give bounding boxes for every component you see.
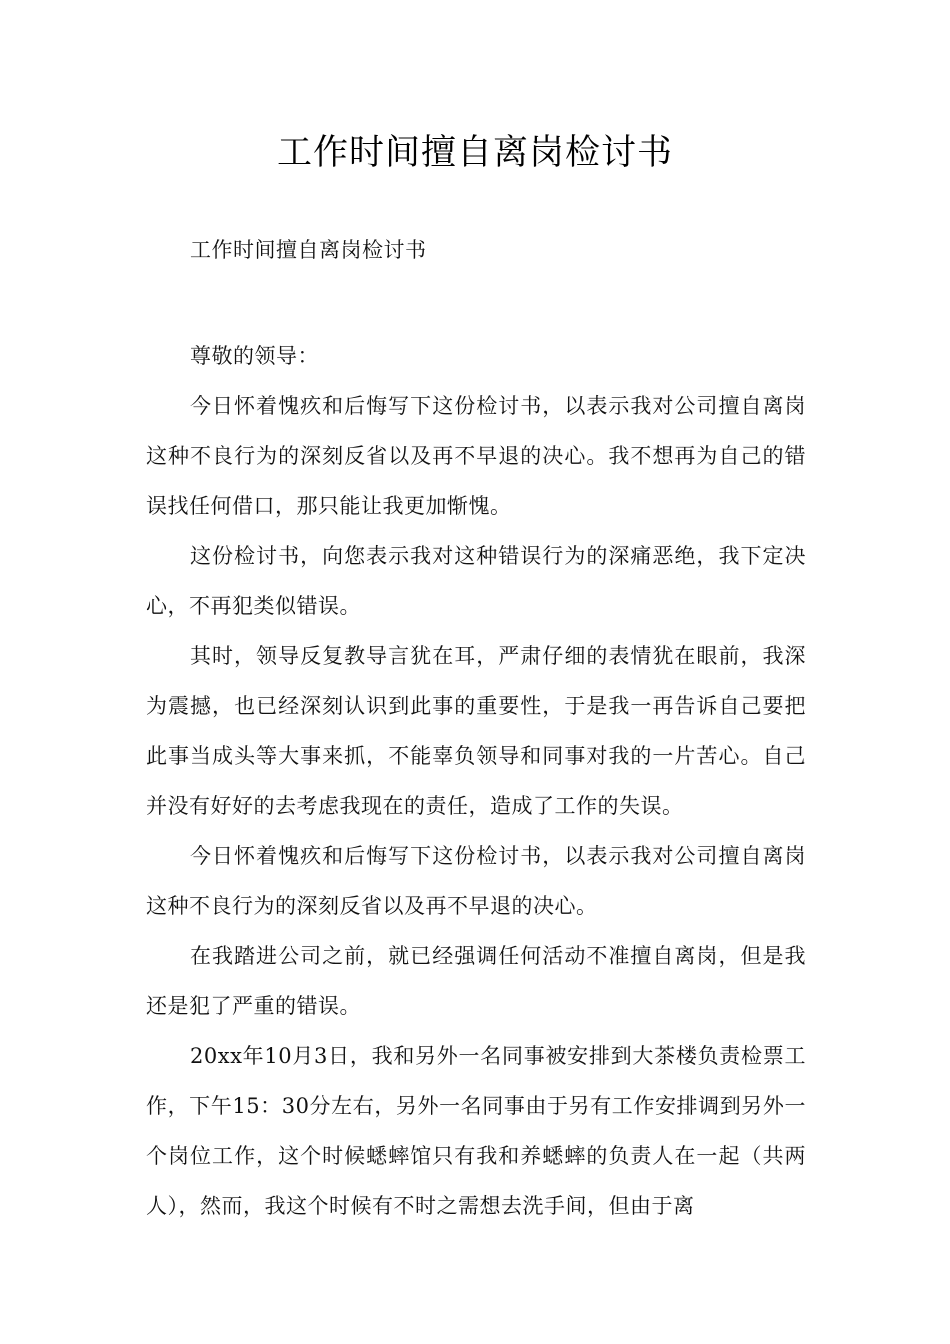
document-subtitle: 工作时间擅自离岗检讨书: [190, 238, 427, 262]
salutation: 尊敬的领导：: [190, 344, 319, 368]
paragraph-5: 在我踏进公司之前，就已经强调任何活动不准擅自离岗，但是我还是犯了严重的错误。: [146, 944, 806, 1018]
document-title: 工作时间擅自离岗检讨书: [276, 133, 673, 173]
document-body: [146, 225, 806, 1231]
paragraph-2: 这份检讨书，向您表示我对这种错误行为的深痛恶绝，我下定决心，不再犯类似错误。: [146, 544, 806, 618]
paragraph-1: 今日怀着愧疚和后悔写下这份检讨书，以表示我对公司擅自离岗这种不良行为的深刻反省以及再不早退的决心。我不想再为自己的错误找任何借口，那只能让我更加惭愧。: [146, 394, 806, 518]
paragraph-3: 其时，领导反复教导言犹在耳，严肃仔细的表情犹在眼前，我深为震撼，也已经深刻认识到此事的重要性，于是我一再告诉自己要把此事当成头等大事来抓，不能辜负领导和同事对我的一片苦心。自己并没有好好的去考虑我现在的责任，造成了工作的失误。: [146, 644, 806, 818]
paragraph-6: 20xx年10月3日，我和另外一名同事被安排到大茶楼负责检票工作，下午15：30分左右，另外一名同事由于另有工作安排调到另外一个岗位工作，这个时候蟋蟀馆只有我和养蟋蟀的负责人在一起（共两人），然而，我这个时候有不时之需想去洗手间，但由于离: [146, 1044, 806, 1218]
paragraph-4: 今日怀着愧疚和后悔写下这份检讨书，以表示我对公司擅自离岗这种不良行为的深刻反省以及再不早退的决心。: [146, 844, 806, 918]
